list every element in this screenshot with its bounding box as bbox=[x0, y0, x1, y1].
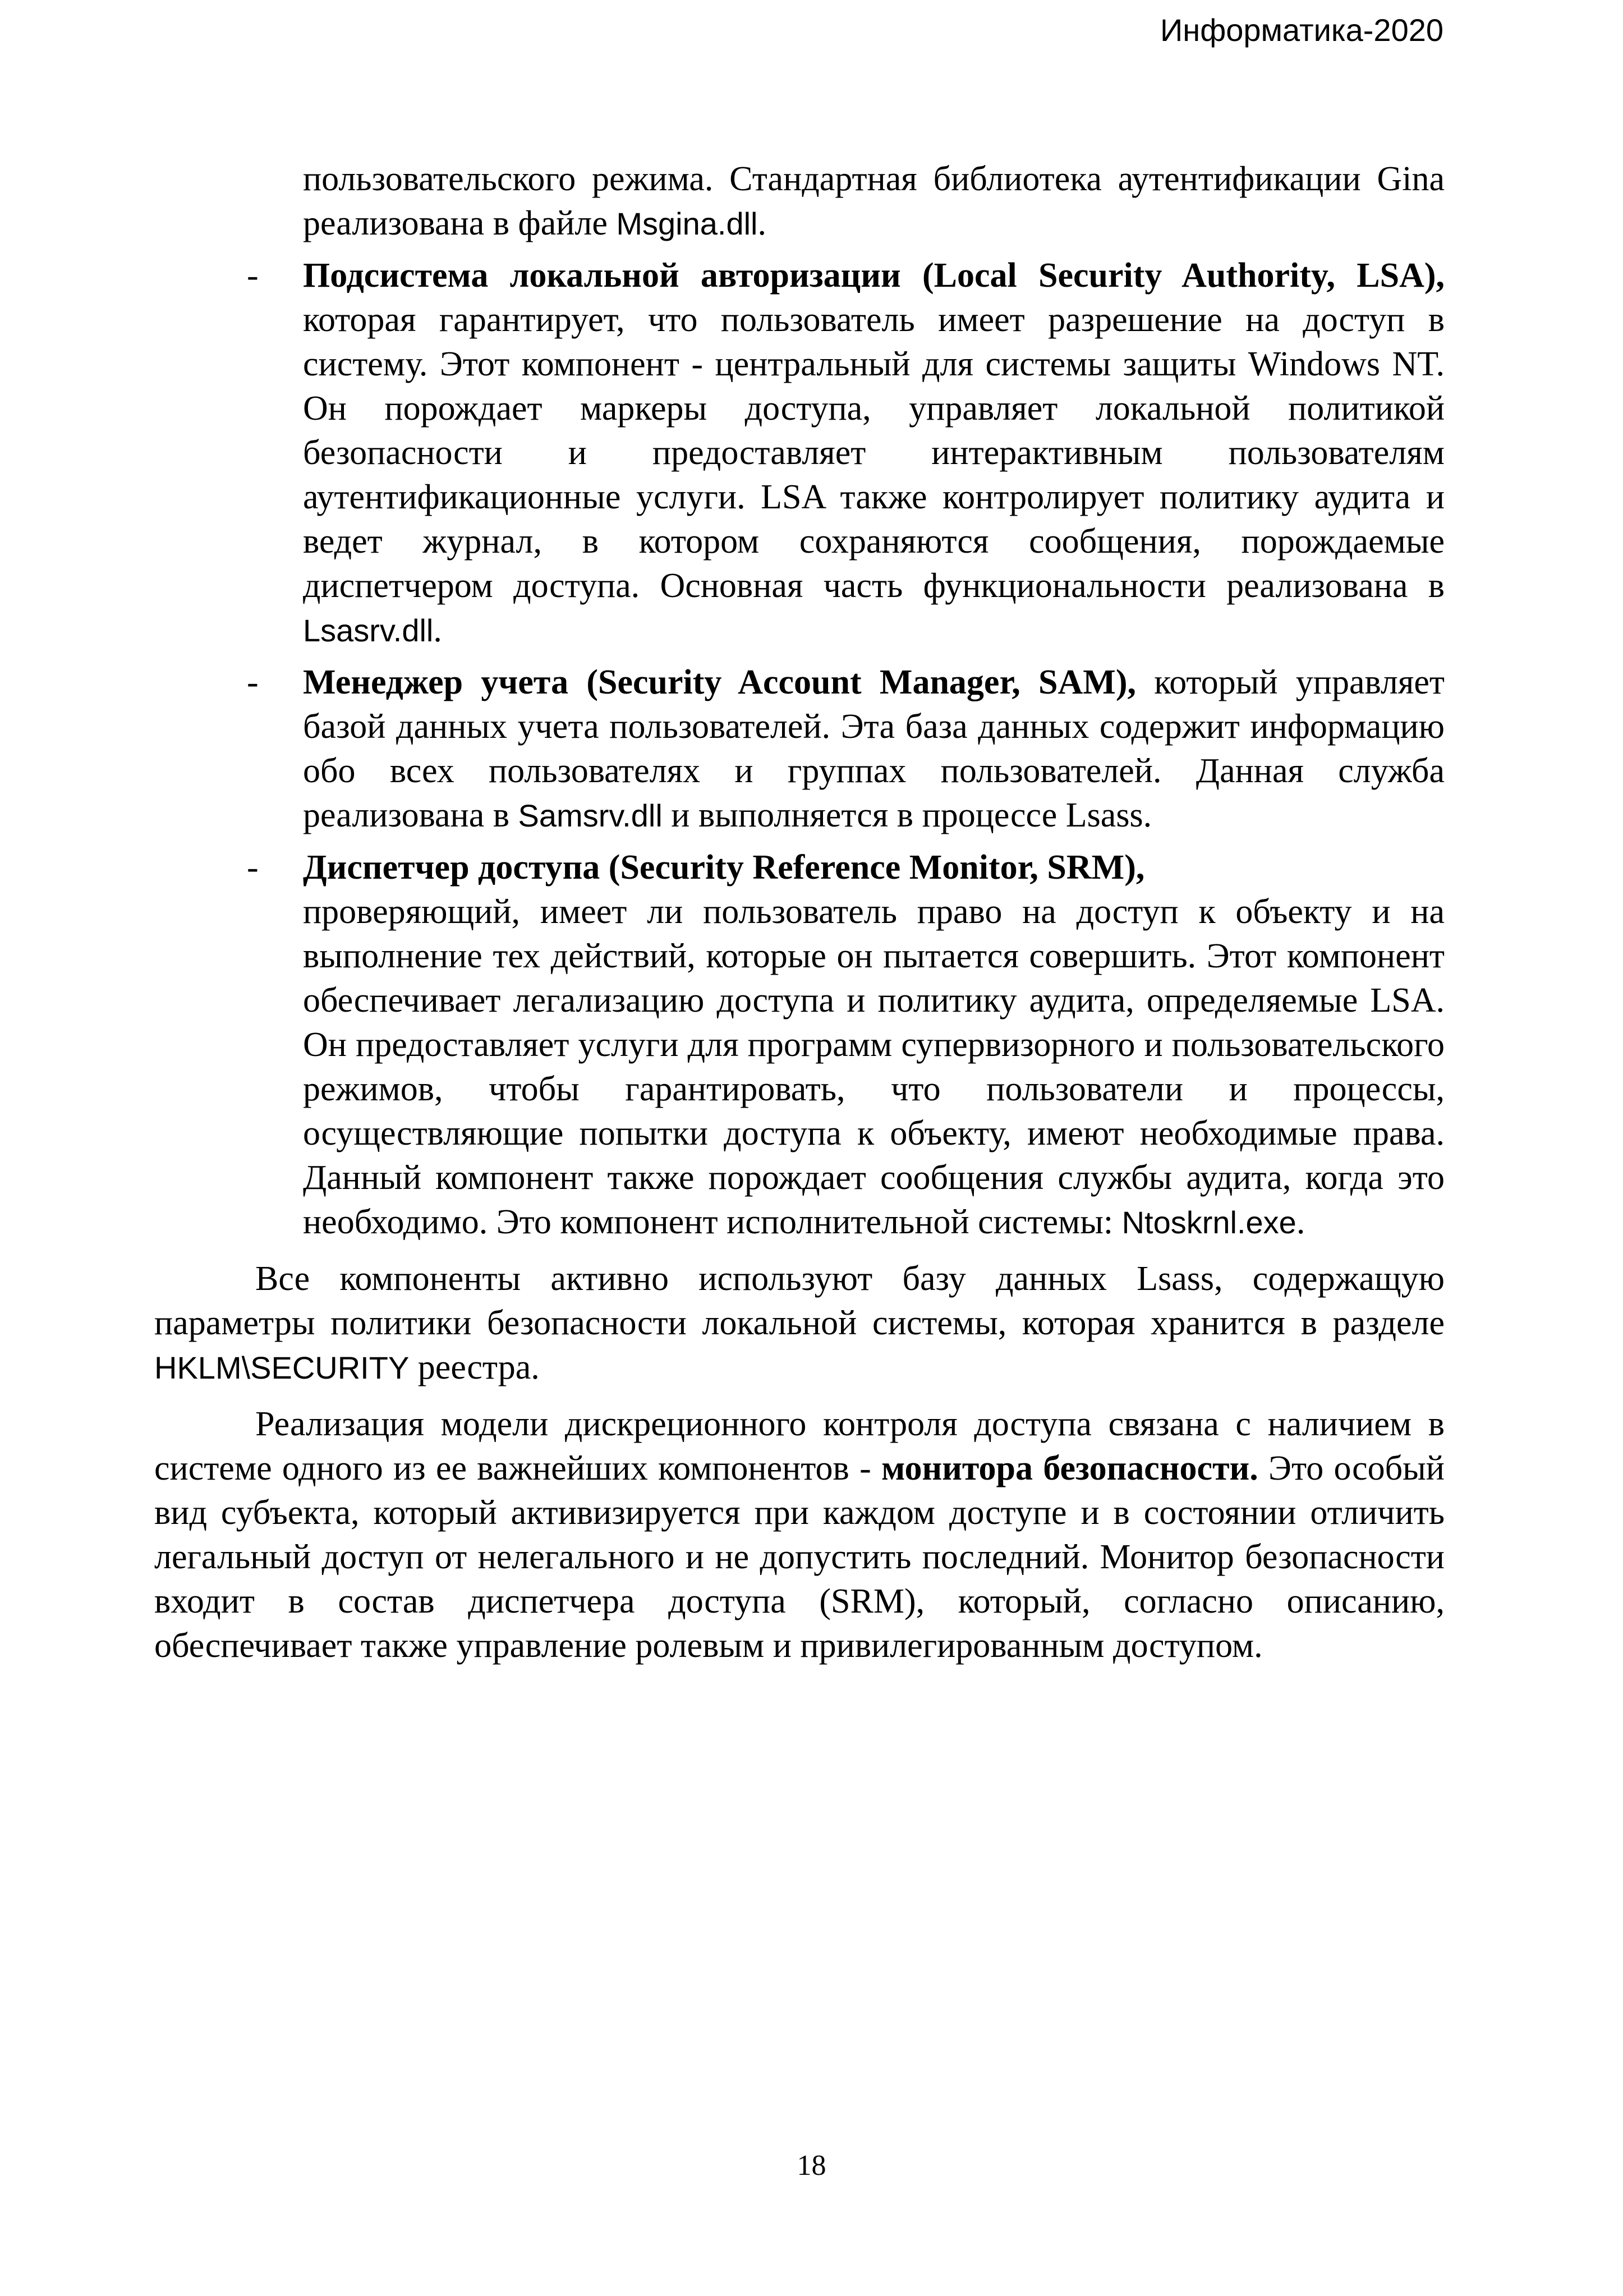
list-item-desc: которая гарантирует, что пользователь имеет разрешение на доступ в систему. Этот компонент - центральный для системы защиты Windows NT. Он порождает маркеры доступа, управляет локальной политикой безопасности и предоставляет интерактивным пользователям аутентификационные услуги. LSA также контролирует политику аудита и ведет журнал, в котором сохраняются сообщения, порождаемые диспетчером доступа. Основная часть функциональности реализована в bbox=[303, 301, 1445, 605]
paragraph-lsass-database bbox=[154, 1257, 1445, 1390]
list-item-file-name: Lsasrv.dll bbox=[303, 613, 434, 648]
list-item-srm bbox=[247, 846, 1445, 1245]
list-item-text bbox=[303, 660, 1445, 838]
list-item-desc: который управляет базой данных учета пользователей. Эта база данных содержит информацию обо всех пользователях и группах пользователей. Данная служба реализована в bbox=[303, 663, 1445, 834]
list-item-title: Подсистема локальной авторизации (Local Security Authority, LSA), bbox=[303, 256, 1445, 295]
list-item-file-name: Samsrv.dll bbox=[518, 798, 663, 833]
list-item-text bbox=[303, 890, 1445, 1245]
paragraph-text-end: реестра. bbox=[409, 1348, 540, 1386]
paragraph-security-monitor bbox=[154, 1402, 1445, 1668]
list-item-desc-end: . bbox=[433, 611, 442, 649]
list-item-title: Менеджер учета (Security Account Manager, SAM), bbox=[303, 663, 1136, 701]
paragraph-bold-term: монитора безопасности. bbox=[881, 1449, 1258, 1487]
registry-key: HKLM\SECURITY bbox=[154, 1350, 410, 1385]
paragraph-text: Реализация модели дискреционного контроля доступа связана с наличием в системе одного из ее важнейших компонентов - bbox=[154, 1405, 1445, 1487]
list-item-text bbox=[303, 254, 1445, 653]
list-item-heading bbox=[303, 846, 1445, 890]
list-item-sam bbox=[247, 660, 1445, 838]
document-body bbox=[154, 157, 1445, 1668]
intro-text-end: . bbox=[757, 204, 766, 242]
intro-file-name: Msgina.dll bbox=[616, 206, 758, 241]
bullet-dash: - bbox=[247, 663, 259, 701]
paragraph-text: Все компоненты активно используют базу данных Lsass, содержащую параметры политики безопасности локальной системы, которая хранится в разделе bbox=[154, 1260, 1445, 1342]
bullet-dash: - bbox=[247, 848, 259, 887]
bullet-dash: - bbox=[247, 256, 259, 295]
list-item-desc-end: . bbox=[1296, 1203, 1305, 1241]
page-number: 18 bbox=[797, 2150, 826, 2182]
paragraph-text-end: Это особый вид субъекта, который активизируется при каждом доступе и в состоянии отличить легальный доступ от нелегального и не допустить последний. Монитор безопасности входит в состав диспетчера доступа (SRM), который, согласно описанию, обеспечивает также управление ролевым и привилегированным доступом. bbox=[154, 1449, 1445, 1665]
list-item-file-name: Ntoskrnl.exe bbox=[1121, 1205, 1296, 1240]
intro-paragraph bbox=[303, 157, 1445, 246]
page-header-title: Информатика-2020 bbox=[1160, 12, 1443, 48]
list-item-desc-end: и выполняется в процессе Lsass. bbox=[662, 796, 1152, 834]
list-item-desc: проверяющий, имеет ли пользователь право на доступ к объекту и на выполнение тех действий, которые он пытается совершить. Этот компонент обеспечивает легализацию доступа и политику аудита, определяемые LSA. Он предоставляет услуги для программ супервизорного и пользовательского режимов, чтобы гарантировать, что пользователи и процессы, осуществляющие попытки доступа к объекту, имеют необходимые права. Данный компонент также порождает сообщения службы аудита, когда это необходимо. Это компонент исполнительной системы: bbox=[303, 893, 1445, 1241]
intro-text: пользовательского режима. Стандартная библиотека аутентификации Gina реализована в файле bbox=[303, 160, 1445, 242]
list-item-title: Диспетчер доступа (Security Reference Monitor, SRM), bbox=[303, 848, 1145, 887]
list-item-lsa bbox=[247, 254, 1445, 653]
